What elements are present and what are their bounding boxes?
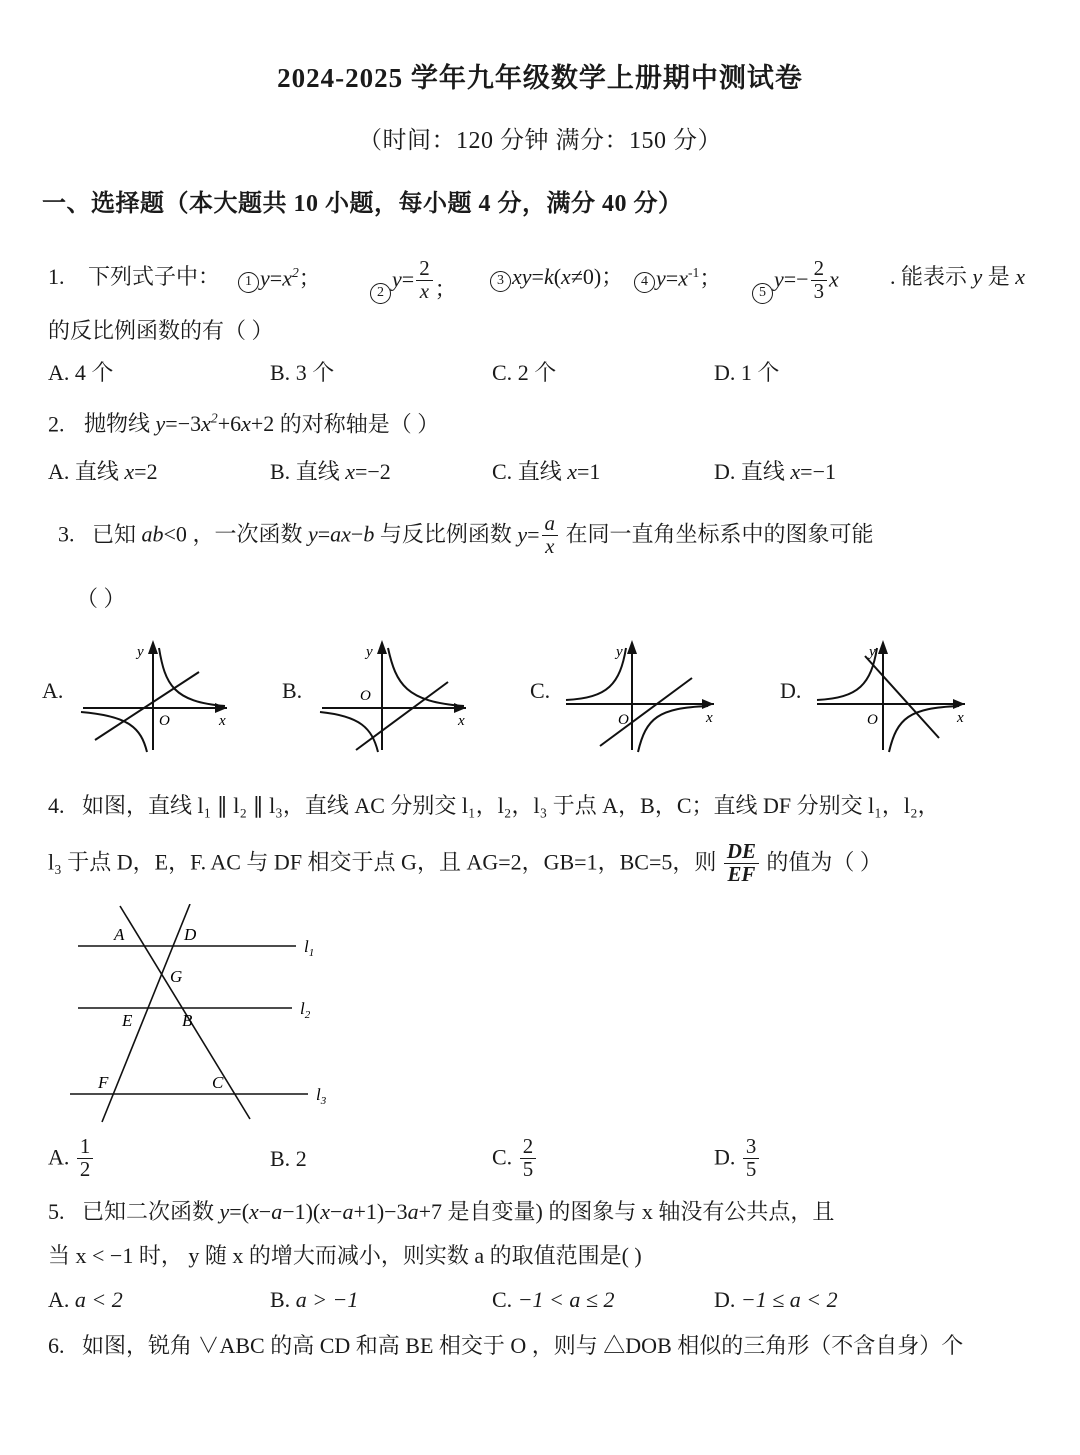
svg-text:D: D bbox=[184, 925, 197, 945]
svg-text:x: x bbox=[706, 710, 713, 727]
q5-number: 5. bbox=[48, 1198, 65, 1224]
q5-line1: 5. 已知二次函数 y=(x−a−1)(x−a+1)−3a+7 是自变量) 的图象与 x 轴没有公共点，且 bbox=[48, 1198, 835, 1224]
q1-options bbox=[0, 342, 1080, 384]
question-1 bbox=[0, 244, 1080, 384]
q2-option-c[interactable]: C. 直线 x=1 bbox=[492, 459, 601, 485]
q4-option-d[interactable]: D. $\frac{3}{5}$ bbox=[714, 1136, 761, 1181]
q1-stem-tail: . 能表示 y 是 x bbox=[890, 264, 1026, 289]
question-2 bbox=[0, 412, 1080, 483]
q5-option-b[interactable]: B. a > −1 bbox=[270, 1286, 359, 1312]
page-title: 2024-2025 学年九年级数学上册期中测试卷 bbox=[277, 63, 803, 93]
svg-text:y: y bbox=[616, 644, 623, 661]
q3-option-b[interactable]: B. y O x bbox=[282, 628, 530, 753]
q4-figure bbox=[0, 886, 1080, 1124]
q2-stem-tail: 的对称轴是（ ） bbox=[279, 411, 440, 437]
svg-text:G: G bbox=[170, 967, 183, 987]
q4-option-c[interactable]: C. $\frac{2}{5}$ bbox=[492, 1136, 714, 1181]
q2-stem bbox=[0, 412, 1080, 435]
q2-equation: $y=-3x^2+6x+2$ bbox=[155, 411, 275, 437]
q3-choice-figures bbox=[0, 610, 1080, 753]
svg-text:O: O bbox=[867, 712, 879, 729]
q2-options bbox=[0, 435, 1080, 483]
q3-number: 3. bbox=[58, 521, 75, 547]
q1-item-4: 4 $y=x^{-1}$； bbox=[634, 266, 721, 293]
question-5 bbox=[0, 1198, 1080, 1312]
section-heading: 一、选择题（本大题共 10 小题，每小题 4 分，满分 40 分） bbox=[42, 191, 683, 217]
q4-option-a[interactable]: A. $\frac{1}{2}$ bbox=[48, 1136, 270, 1181]
exam-subtitle: （时间：120 分钟 满分：150 分） bbox=[358, 128, 722, 154]
svg-text:E: E bbox=[122, 1011, 133, 1031]
q6-line1: 6. 如图，锐角 ∨ABC 的高 CD 和高 BE 相交于 O ，则与 △DOB 相似的三角形（不含自身）个 bbox=[48, 1332, 964, 1358]
svg-text:l3: $l_3$ bbox=[316, 1085, 327, 1108]
q4-number: 4. bbox=[48, 793, 65, 819]
svg-text:O: O bbox=[159, 713, 171, 730]
svg-text:x: x bbox=[219, 713, 227, 730]
q2-option-b[interactable]: B. 直线 x=−2 bbox=[270, 459, 391, 485]
q1-option-d[interactable]: D. 1 个 bbox=[714, 360, 780, 385]
q4-line2: l₃ 于点 D，E，F. AC 与 DF 相交于点 G，且 AG=2，GB=1，BC=5，则 $\frac{DE}{EF}$ 的值为（ ） bbox=[48, 839, 882, 887]
q2-number: 2. bbox=[48, 411, 65, 437]
svg-text:F: F bbox=[98, 1073, 109, 1093]
question-6 bbox=[0, 1332, 1080, 1358]
svg-text:O: O bbox=[618, 712, 630, 729]
q4-option-b[interactable]: B. 2 bbox=[270, 1145, 307, 1171]
q4-figure-diagram bbox=[60, 904, 350, 1124]
question-3 bbox=[0, 513, 1080, 753]
q2-stem-prefix: 抛物线 bbox=[84, 411, 151, 437]
svg-text:y: y bbox=[366, 644, 373, 661]
question-4 bbox=[0, 795, 1080, 1181]
q3-stem-line1: 3. 已知 ab<0 ，一次函数 y=ax−b 与反比例函数 y= $\frac{a}{x}$ 在同一直角坐标系中的图象可能 bbox=[58, 511, 874, 559]
q5-option-c[interactable]: C. −1 < a ≤ 2 bbox=[492, 1286, 615, 1312]
q2-option-a[interactable]: A. 直线 x=2 bbox=[48, 459, 158, 485]
q3-figure-c-graph bbox=[556, 628, 736, 753]
q5-option-d[interactable]: D. −1 ≤ a < 2 bbox=[714, 1286, 838, 1312]
q1-item-5: 5y=− $\frac{2}{3}$ x bbox=[752, 258, 839, 304]
q5-line2: 当 x < −1 时， y 随 x 的增大而减小，则实数 a 的取值范围是( ) bbox=[48, 1242, 642, 1268]
q3-figure-a-graph bbox=[69, 628, 249, 753]
q3-option-d[interactable]: D. y O x bbox=[780, 628, 987, 753]
svg-text:l1: $l_1$ bbox=[304, 937, 315, 960]
q1-number: 1. bbox=[48, 264, 65, 289]
q4-options bbox=[0, 1124, 1080, 1181]
q3-figure-d-graph bbox=[807, 628, 987, 753]
q3-inverse-fn: y= $\frac{a}{x}$ bbox=[517, 522, 560, 547]
q3-option-c[interactable]: C. y O x bbox=[530, 628, 780, 753]
q3-linear-fn: y=ax−b bbox=[307, 521, 375, 547]
q3-condition: ab<0 bbox=[141, 521, 187, 547]
q1-item-3: 3 xy=k(x≠0)； bbox=[490, 266, 623, 292]
q2-option-d[interactable]: D. 直线 x=−1 bbox=[714, 459, 836, 485]
q4-line1: 4. 如图，直线 l₁ ∥ l₂ ∥ l₃，直线 AC 分别交 l₁，l₂，l₃ 于点 A，B，C；直线 DF 分别交 l₁，l₂， bbox=[48, 793, 940, 819]
q5-option-a[interactable]: A. a < 2 bbox=[48, 1286, 123, 1312]
q1-stem-line2: 的反比例函数的有（ ） bbox=[48, 318, 274, 343]
q3-option-a[interactable]: A. y O x bbox=[42, 628, 282, 753]
svg-text:C: C bbox=[212, 1073, 224, 1093]
svg-text:A: A bbox=[114, 925, 125, 945]
q5-function: y=(x−a−1)(x−a+1)−3a+7 bbox=[219, 1198, 443, 1224]
q1-option-a[interactable]: A. 4 个 bbox=[48, 360, 114, 385]
svg-text:x: x bbox=[957, 710, 965, 727]
q1-item-2: 2y= $\frac{2}{x}$ ； bbox=[370, 258, 457, 304]
q1-option-c[interactable]: C. 2 个 bbox=[492, 360, 557, 385]
svg-text:y: y bbox=[869, 644, 877, 661]
q5-options bbox=[0, 1267, 1080, 1311]
q6-number: 6. bbox=[48, 1332, 65, 1358]
svg-text:l2: $l_2$ bbox=[300, 999, 311, 1022]
svg-text:B: B bbox=[182, 1011, 193, 1031]
q1-option-b[interactable]: B. 3 个 bbox=[270, 360, 335, 385]
q3-figure-b-graph bbox=[308, 628, 488, 753]
q3-stem-line2: （ ） bbox=[76, 586, 126, 612]
svg-text:y: y bbox=[137, 644, 145, 661]
q1-item-1: 1 $y=x^2$； bbox=[238, 266, 321, 293]
q4-ratio: $\frac{DE}{EF}$ bbox=[722, 850, 761, 875]
q1-stem-prefix: 下列式子中： bbox=[88, 264, 221, 289]
svg-text:x: x bbox=[458, 713, 465, 730]
svg-text:O: O bbox=[360, 688, 372, 705]
